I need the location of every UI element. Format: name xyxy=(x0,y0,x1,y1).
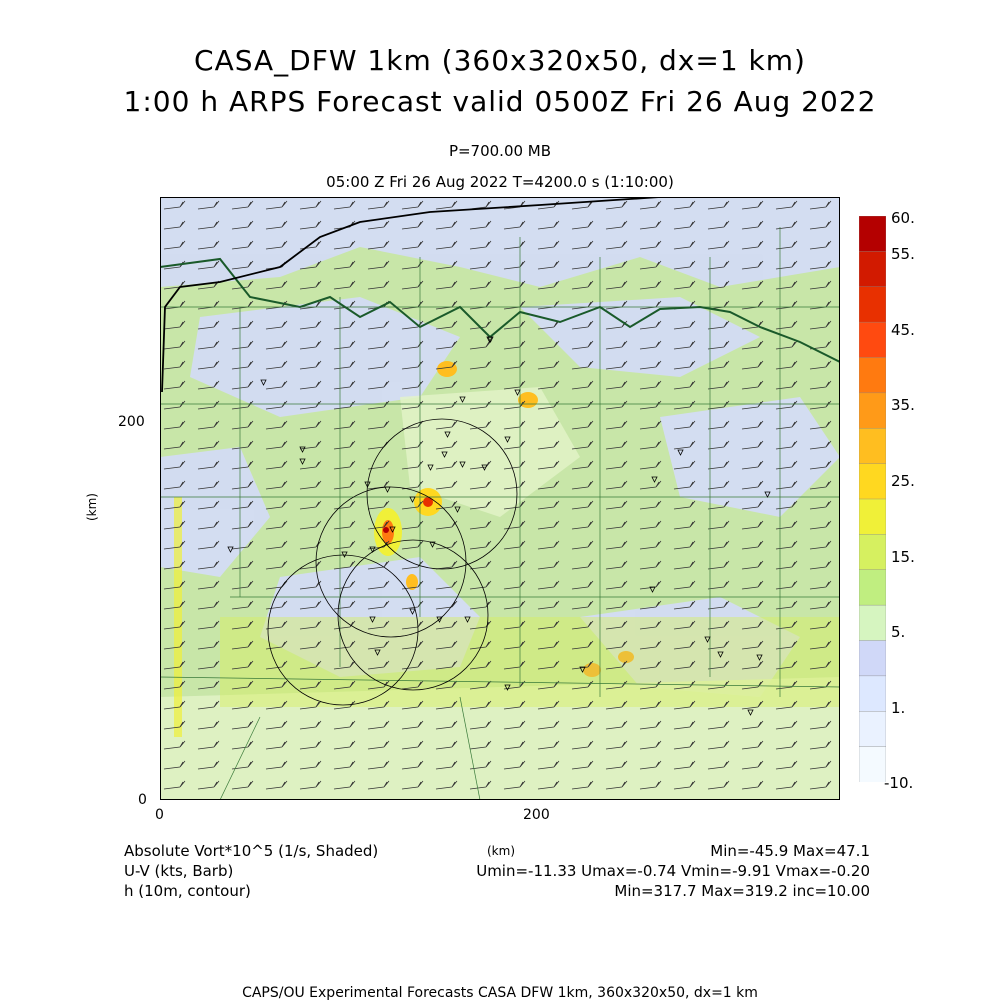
colorbar-label: 25. xyxy=(891,472,915,490)
colorbar-swatch xyxy=(859,605,886,641)
stat-height: Min=317.7 Max=319.2 inc=10.00 xyxy=(614,882,870,900)
colorbar-swatch xyxy=(859,570,886,606)
colorbar-swatch xyxy=(859,711,886,747)
footer: CAPS/OU Experimental Forecasts CASA DFW 1km, 360x320x50, dx=1 km xyxy=(242,985,758,1001)
colorbar-label: 45. xyxy=(891,321,915,339)
colorbar-swatch xyxy=(859,747,886,782)
x-tick-200: 200 xyxy=(523,807,550,823)
colorbar-label: 5. xyxy=(891,623,906,641)
colorbar-swatch xyxy=(859,216,886,252)
legend-barb: U-V (kts, Barb) xyxy=(124,862,234,880)
wind-barbs xyxy=(160,197,840,800)
colorbar-swatch xyxy=(859,499,886,535)
colorbar-label: 55. xyxy=(891,245,915,263)
colorbar-label: 15. xyxy=(891,548,915,566)
colorbar-label: 1. xyxy=(891,699,906,717)
colorbar-label: 35. xyxy=(891,396,915,414)
colorbar-swatch xyxy=(859,287,886,323)
colorbar-swatch xyxy=(859,428,886,464)
time-label: 05:00 Z Fri 26 Aug 2022 T=4200.0 s (1:10:00) xyxy=(326,173,674,191)
colorbar-swatch xyxy=(859,464,886,500)
y-tick-200: 200 xyxy=(118,414,145,430)
colorbar-swatch xyxy=(859,534,886,570)
y-axis-label: (km) xyxy=(85,492,100,522)
colorbar-label: -10. xyxy=(884,774,914,792)
stat-wind: Umin=-11.33 Umax=-0.74 Vmin=-9.91 Vmax=-0.20 xyxy=(476,862,870,880)
colorbar-swatch xyxy=(859,676,886,712)
colorbar-swatch xyxy=(859,251,886,287)
stat-vort: Min=-45.9 Max=47.1 xyxy=(710,842,870,860)
title-line-2: 1:00 h ARPS Forecast valid 0500Z Fri 26 Aug 2022 xyxy=(123,85,877,118)
colorbar xyxy=(859,216,886,782)
colorbar-swatch xyxy=(859,641,886,677)
x-tick-0: 0 xyxy=(155,807,164,823)
y-tick-0: 0 xyxy=(138,792,147,808)
title-line-1: CASA_DFW 1km (360x320x50, dx=1 km) xyxy=(194,44,806,77)
x-axis-label: (km) xyxy=(487,844,516,858)
map-plot xyxy=(160,197,840,800)
legend-shaded: Absolute Vort*10^5 (1/s, Shaded) xyxy=(124,842,379,860)
legend-contour: h (10m, contour) xyxy=(124,882,251,900)
colorbar-swatch xyxy=(859,322,886,358)
pressure-label: P=700.00 MB xyxy=(448,142,552,160)
colorbar-swatch xyxy=(859,393,886,429)
colorbar-swatch xyxy=(859,358,886,394)
colorbar-label: 60. xyxy=(891,209,915,227)
